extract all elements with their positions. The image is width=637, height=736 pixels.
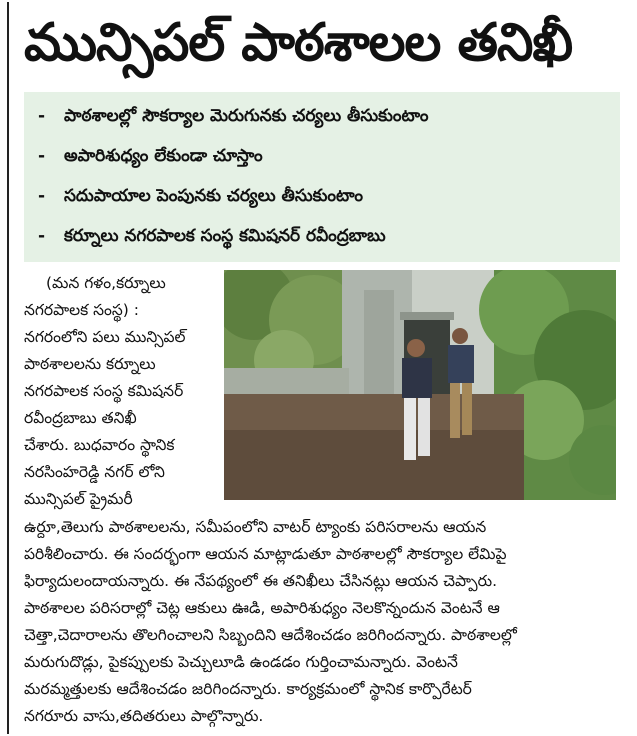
body-line: చేశారు. బుధవారం స్థానిక — [24, 436, 175, 454]
highlights-box — [24, 92, 620, 262]
body-line: ఉర్దూ,తెలుగు పాఠశాలలను, సమీపంలోని వాటర్ ట్యాంకు పరిసరాలను ఆయన — [24, 518, 487, 536]
highlights-list — [24, 92, 620, 256]
body-line: (మన గళం,కర్నూలు — [46, 274, 166, 292]
body-line: పాఠశాలలను కర్నూలు — [24, 355, 156, 373]
body-line: నరసింహరెడ్డి నగర్ లోని — [24, 463, 165, 481]
highlight-item — [38, 176, 620, 216]
body-line: ఫిర్యాదులందాయన్నారు. ఈ నేపథ్యంలో ఈ తనిఖీలు చేసినట్లు ఆయన చెప్పారు. — [24, 572, 498, 590]
article-headline: మున్సిపల్ పాఠశాలల తనిఖీ — [24, 13, 573, 73]
body-line: మున్సిపల్ ప్రైమరీ — [24, 490, 133, 508]
bullet-dash: - — [38, 186, 46, 206]
bullet-dash: - — [38, 226, 46, 246]
article-intro-column — [24, 270, 220, 513]
body-line: నగరపాలక సంస్థ కమిషనర్ — [24, 382, 184, 400]
left-column-rule — [7, 2, 9, 734]
bullet-dash: - — [38, 146, 46, 166]
bullet-dash: - — [38, 106, 46, 126]
body-line: చెత్తా,చెదారాలను తొలగించాలని సిబ్బందిని ఆదేశించడం జరిగిందన్నారు. పాఠశాలల్లో — [24, 626, 517, 644]
article-photo — [224, 270, 616, 500]
article-body — [24, 514, 624, 730]
body-line: మరుగుదొడ్లు, పైకప్పులకు పెచ్చులూడి ఉండడం గుర్తించామన్నారు. వెంటనే — [24, 653, 458, 671]
highlight-text: అపారిశుధ్యం లేకుండా చూస్తాం — [64, 146, 263, 166]
photo-illustration — [224, 270, 616, 500]
highlight-text: సదుపాయాల పెంపునకు చర్యలు తీసుకుంటాం — [64, 186, 364, 206]
body-line: నగరపాలక సంస్థ) : — [24, 301, 139, 319]
body-line: పరిశీలించారు. ఈ సందర్భంగా ఆయన మాట్లాడుతూ పాఠశాలల్లో సౌకర్యాల లేమిపై — [24, 545, 507, 563]
highlight-item — [38, 136, 620, 176]
highlight-text: కర్నూలు నగరపాలక సంస్థ కమిషనర్ రవీంద్రబాబు — [64, 226, 386, 246]
highlight-item — [38, 216, 620, 256]
highlight-text: పాఠశాలల్లో సౌకర్యాల మెరుగునకు చర్యలు తీసుకుంటాం — [64, 106, 429, 126]
body-line: మరమ్మత్తులకు ఆదేశించడం జరిగిందన్నారు. కార్యక్రమంలో స్థానిక కార్పొరేటర్ — [24, 680, 472, 698]
body-line: రవీంద్రబాబు తనిఖీ — [24, 409, 137, 427]
highlight-item — [38, 96, 620, 136]
body-line: నగరూరు వాసు,తదితరులు పాల్గొన్నారు. — [24, 707, 264, 725]
body-line: పాఠశాలల పరిసరాల్లో చెట్ల ఆకులు ఊడి, అపారిశుధ్యం నెలకొన్నందున వెంటనే ఆ — [24, 599, 500, 617]
body-line: నగరంలోని పలు మున్సిపల్ — [24, 328, 186, 346]
